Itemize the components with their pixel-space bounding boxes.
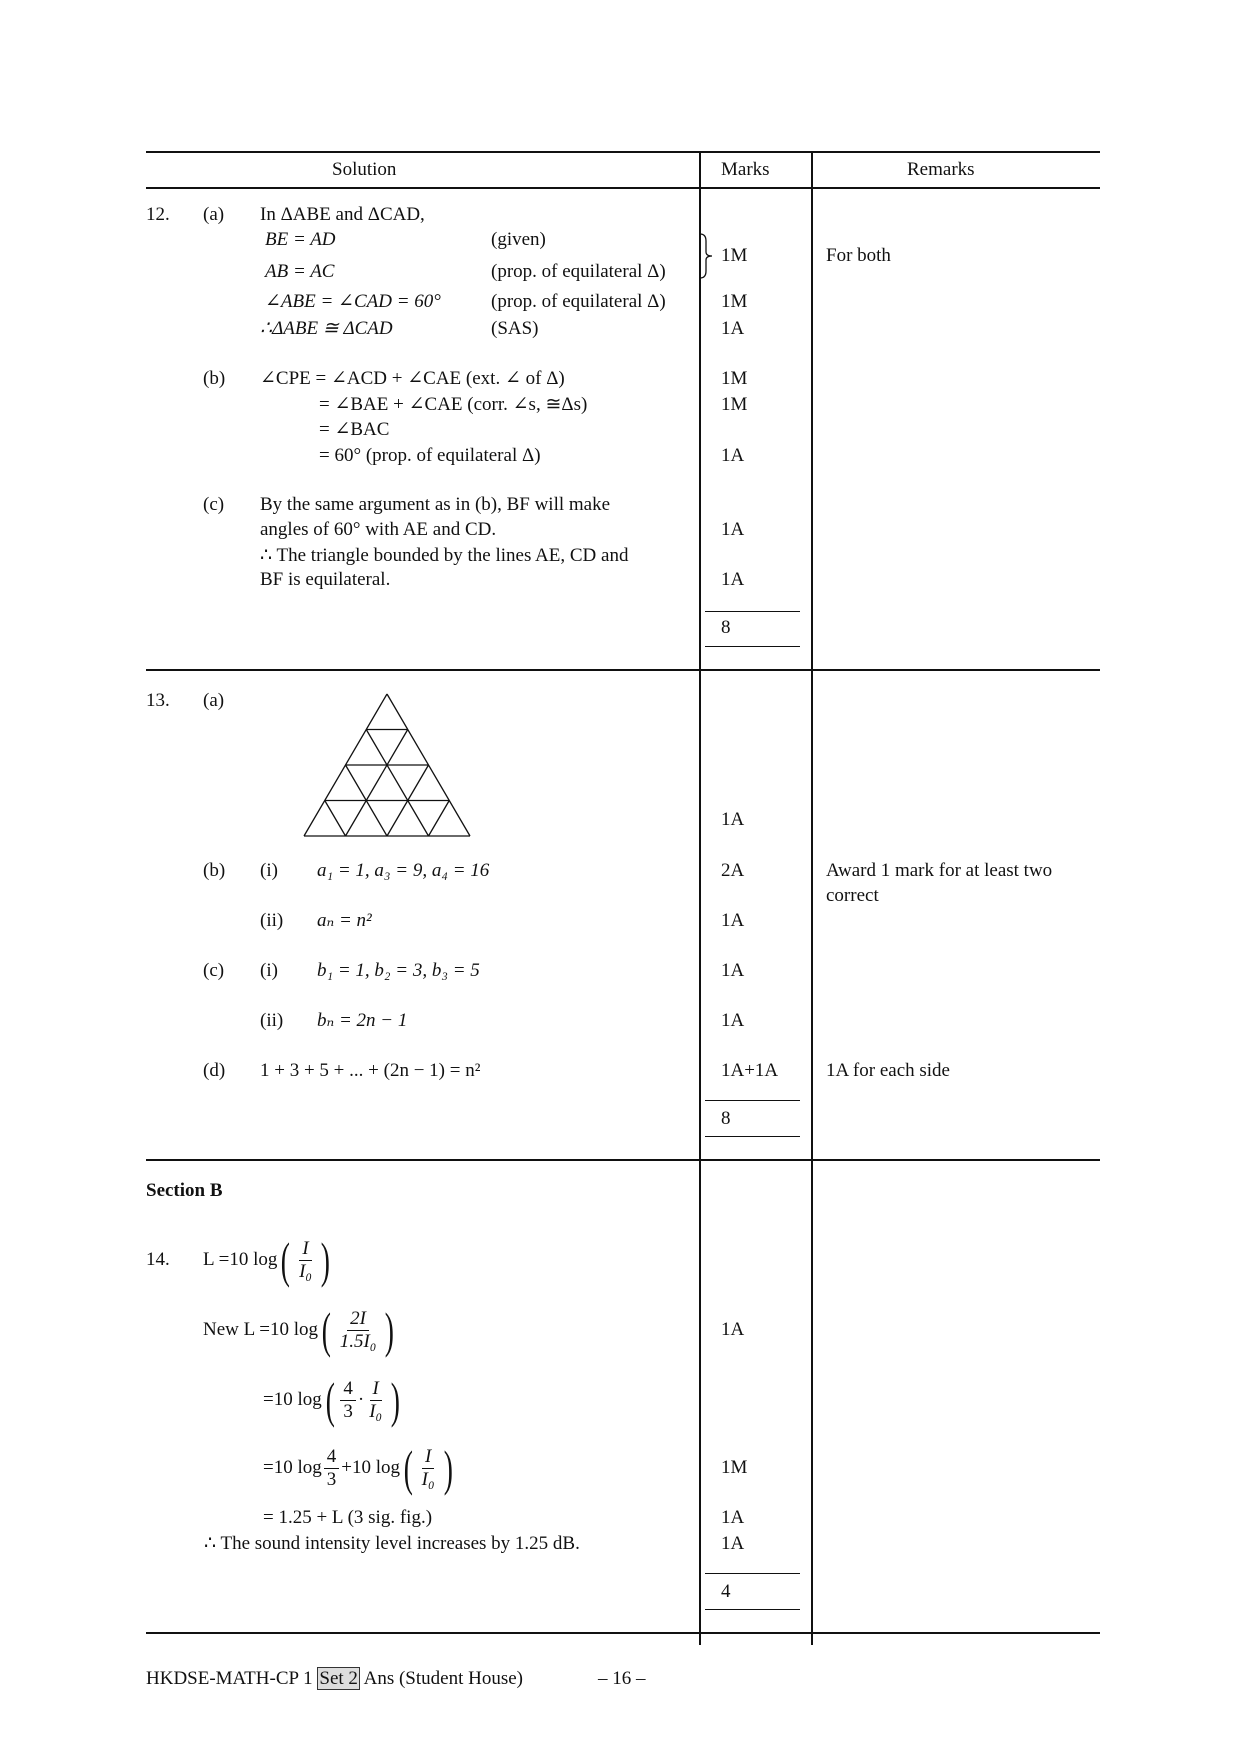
- denominator: 3: [326, 1468, 337, 1490]
- q12a-stmt: AB = AC: [265, 261, 335, 282]
- q13bi-remark: correct: [826, 885, 879, 906]
- q12b-line: ∠CPE = ∠ACD + ∠CAE (ext. ∠ of Δ): [260, 368, 565, 389]
- total-rule: [705, 1136, 800, 1137]
- fraction: [366, 1378, 385, 1423]
- q12a-intro: In ΔABE and ΔCAD,: [260, 204, 425, 225]
- q14-number: 14.: [146, 1249, 170, 1270]
- q13cii-mark: 1A: [721, 1010, 745, 1031]
- diagram-line: [429, 801, 450, 837]
- fraction: [340, 1378, 356, 1423]
- total-rule: [705, 1573, 800, 1574]
- total-rule: [705, 1100, 800, 1101]
- q12a-stmt: ∴ΔABE ≅ ΔCAD: [260, 318, 393, 339]
- q12a-mark: 1M: [721, 291, 748, 312]
- total-rule: [705, 1609, 800, 1610]
- eq-lhs: =10 log: [263, 1389, 322, 1410]
- diagram-line: [325, 801, 346, 837]
- q12b-mark: 1M: [721, 368, 748, 389]
- right-paren: ): [390, 1372, 401, 1428]
- q12c-mark: 1A: [721, 519, 745, 540]
- q12c-line: By the same argument as in (b), BF will make: [260, 494, 611, 515]
- q12c-line: BF is equilateral.: [260, 569, 391, 590]
- numerator: I: [422, 1446, 434, 1469]
- q12-total: 8: [721, 617, 731, 638]
- section-b-heading: Section B: [146, 1180, 223, 1201]
- eq-mid: +10 log: [341, 1457, 400, 1478]
- left-paren: (: [403, 1440, 413, 1496]
- eq-lhs: L =10 log: [203, 1249, 278, 1270]
- numerator: 2I: [347, 1308, 369, 1331]
- q12a-label: (a): [203, 204, 225, 225]
- q13d-expr: 1 + 3 + 5 + ... + (2n − 1) = n²: [260, 1060, 481, 1081]
- q13d-mark: 1A+1A: [721, 1060, 779, 1081]
- q14-mark: 1A: [721, 1533, 745, 1554]
- q13cii-expr: bₙ = 2n − 1: [317, 1010, 408, 1031]
- denominator: 1.5I₀: [339, 1330, 377, 1352]
- q12a-reason: (prop. of equilateral Δ): [491, 261, 666, 282]
- numerator: I: [370, 1378, 382, 1401]
- page-number: – 16 –: [598, 1668, 646, 1689]
- numerator: I: [299, 1238, 311, 1261]
- q13-separator: [146, 1159, 1100, 1161]
- q13d-remark: 1A for each side: [826, 1060, 950, 1081]
- q13b-label: (b): [203, 860, 226, 881]
- q14-line-5: = 1.25 + L (3 sig. fig.): [263, 1507, 433, 1528]
- q13c-label: (c): [203, 960, 225, 981]
- q12b-line: = ∠BAE + ∠CAE (corr. ∠s, ≅Δs): [319, 394, 588, 415]
- q14-mark: 1A: [721, 1319, 745, 1340]
- q12a-reason: (prop. of equilateral Δ): [491, 291, 666, 312]
- header-remarks: Remarks: [907, 159, 975, 180]
- q13bi-mark: 2A: [721, 860, 745, 881]
- left-paren: (: [281, 1232, 291, 1288]
- footer-code: HKDSE-MATH-CP 1: [146, 1668, 313, 1689]
- q12a-reason: (given): [491, 229, 546, 250]
- fraction: [324, 1446, 340, 1491]
- q13ci-label: (i): [260, 960, 278, 981]
- numerator: 4: [340, 1378, 356, 1401]
- denominator: I₀: [369, 1400, 383, 1422]
- denominator: I₀: [299, 1260, 312, 1282]
- diagram-line: [346, 730, 408, 837]
- q13d-label: (d): [203, 1060, 226, 1081]
- q14-eq-1: [203, 1230, 334, 1290]
- q13ci-expr: b₁ = 1, b₂ = 3, b₃ = 5: [317, 960, 480, 981]
- eq-lhs: New L =10 log: [203, 1319, 319, 1340]
- q12a-reason: (SAS): [491, 318, 539, 339]
- numerator: 4: [324, 1446, 340, 1469]
- right-paren: ): [443, 1440, 453, 1496]
- fraction: [337, 1308, 380, 1353]
- q14-eq-4: [263, 1438, 456, 1498]
- q13bii-label: (ii): [260, 910, 284, 931]
- header-solution: Solution: [332, 159, 397, 180]
- dot-operator: ·: [357, 1389, 365, 1410]
- q14-conclusion: ∴ The sound intensity level increases by 1.25 dB.: [204, 1533, 580, 1554]
- fraction: [419, 1446, 438, 1491]
- q14-mark: 1M: [721, 1457, 748, 1478]
- q12-number: 12.: [146, 204, 170, 225]
- footer: [146, 1668, 523, 1690]
- q13bii-mark: 1A: [721, 910, 745, 931]
- q12a-mark: 1A: [721, 318, 745, 339]
- header-marks: Marks: [721, 159, 770, 180]
- footer-source: Ans (Student House): [363, 1668, 523, 1689]
- right-paren: ): [385, 1302, 395, 1358]
- q12c-line: ∴ The triangle bounded by the lines AE, CD and: [260, 545, 629, 566]
- q14-total: 4: [721, 1581, 731, 1602]
- footer-set-badge: Set 2: [319, 1668, 358, 1689]
- q13bi-label: (i): [260, 860, 278, 881]
- q12b-line: = ∠BAC: [319, 419, 390, 440]
- q12c-line: angles of 60° with AE and CD.: [260, 519, 497, 540]
- diagram-line: [366, 730, 428, 837]
- q13cii-label: (ii): [260, 1010, 284, 1031]
- q13a-mark: 1A: [721, 809, 745, 830]
- left-paren: (: [325, 1372, 335, 1428]
- left-paren: (: [321, 1302, 331, 1358]
- q13bii-expr: aₙ = n²: [317, 910, 372, 931]
- q12b-line: = 60° (prop. of equilateral Δ): [319, 445, 541, 466]
- q13-number: 13.: [146, 690, 170, 711]
- denominator: 3: [343, 1400, 353, 1422]
- q12b-mark: 1M: [721, 394, 748, 415]
- q12c-label: (c): [203, 494, 225, 515]
- q14-eq-2: [203, 1300, 398, 1360]
- q13bi-expr: a₁ = 1, a₃ = 9, a₄ = 16: [317, 860, 490, 881]
- q14-mark: 1A: [721, 1507, 745, 1528]
- q12a-stmt: BE = AD: [265, 229, 336, 250]
- q13bi-remark: Award 1 mark for at least two: [826, 860, 1053, 881]
- q12b-mark: 1A: [721, 445, 745, 466]
- q12c-mark: 1A: [721, 569, 745, 590]
- q14-eq-3: [263, 1370, 404, 1430]
- q12a-mark: 1M: [721, 245, 748, 266]
- q12a-stmt: ∠ABE = ∠CAD = 60°: [265, 291, 441, 312]
- table-bottom-rule: [146, 1632, 1100, 1634]
- fraction: [296, 1238, 315, 1283]
- q13-total: 8: [721, 1108, 731, 1129]
- denominator: I₀: [421, 1468, 435, 1490]
- right-paren: ): [320, 1232, 330, 1288]
- eq-lhs: =10 log: [263, 1457, 322, 1478]
- q12a-remark: For both: [826, 245, 891, 266]
- q13ci-mark: 1A: [721, 960, 745, 981]
- q13a-label: (a): [203, 690, 225, 711]
- q12b-label: (b): [203, 368, 226, 389]
